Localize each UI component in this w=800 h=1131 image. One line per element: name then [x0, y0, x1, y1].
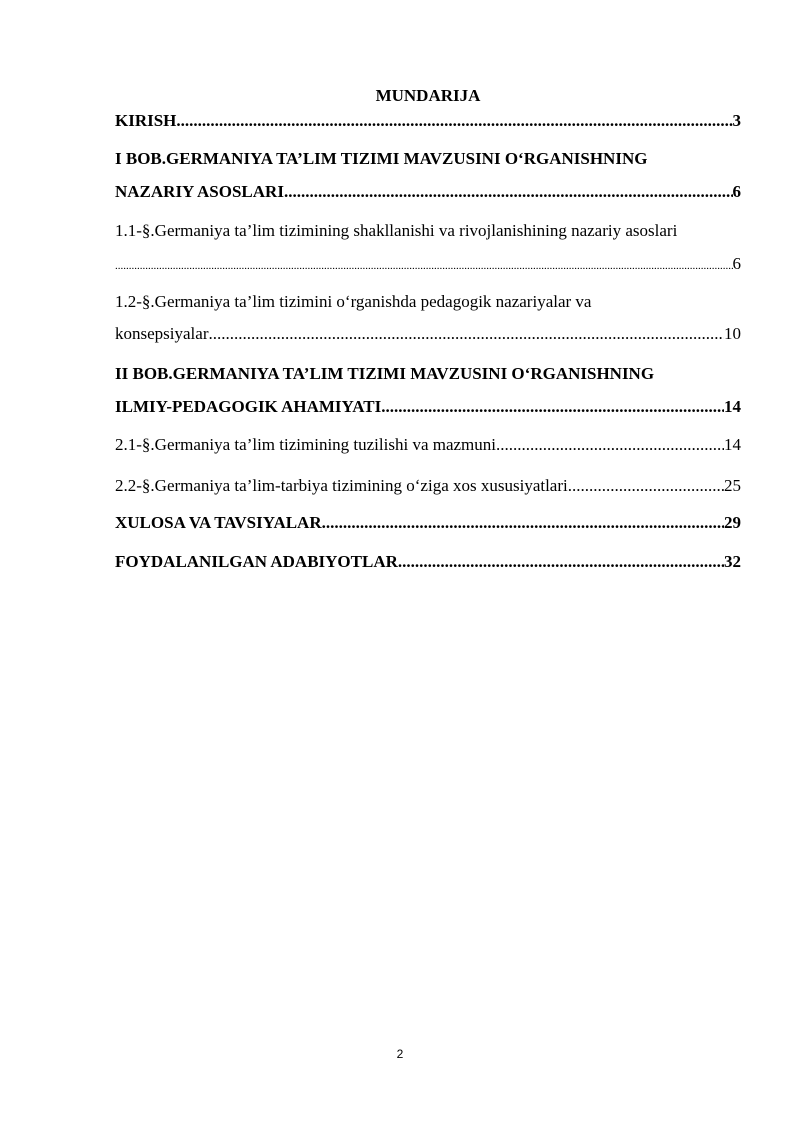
- dot-leader: [496, 434, 724, 456]
- dot-leader: [284, 181, 733, 203]
- toc-entry-text: 1.2-§.Germaniya ta’lim tizimini o‘rganishda pedagogik nazariyalar va: [115, 292, 592, 311]
- toc-entry-chapter-2-line1[interactable]: [115, 363, 741, 385]
- toc-entry-text: 2.2-§.Germaniya ta’lim-tarbiya tizimining o‘ziga xos xususiyatlari: [115, 476, 568, 495]
- toc-entry-page: 25: [724, 476, 741, 495]
- toc-entry-text: II BOB.GERMANIYA TA’LIM TIZIMI MAVZUSINI O‘RGANISHNING: [115, 364, 655, 383]
- toc-entry-text: 1.1-§.Germaniya ta’lim tizimining shakllanishi va rivojlanishining nazariy asoslari: [115, 221, 678, 240]
- toc-entry-section-2-2[interactable]: [115, 475, 741, 497]
- dot-leader: [322, 512, 724, 534]
- toc-entry-text: NAZARIY ASOSLARI: [115, 182, 284, 201]
- toc-entry-text: I BOB.GERMANIYA TA’LIM TIZIMI MAVZUSINI O‘RGANISHNING: [115, 149, 648, 168]
- toc-entry-chapter-2-line2[interactable]: [115, 396, 741, 418]
- toc-entry-section-1-1-line2[interactable]: [115, 253, 741, 275]
- dot-leader: [176, 110, 732, 132]
- dot-leader: [381, 396, 724, 418]
- toc-entry-text: FOYDALANILGAN ADABIYOTLAR: [115, 552, 398, 571]
- toc-entry-chapter-1-line1[interactable]: [115, 148, 741, 170]
- toc-entry-xulosa[interactable]: [115, 512, 741, 534]
- toc-entry-page: 10: [724, 324, 741, 343]
- toc-entry-section-1-1-line1[interactable]: [115, 220, 741, 242]
- dot-leader: [115, 253, 733, 277]
- toc-entry-text: ILMIY-PEDAGOGIK AHAMIYATI: [115, 397, 382, 416]
- toc-entry-kirish[interactable]: [115, 110, 741, 132]
- toc-entry-adabiyotlar[interactable]: [115, 551, 741, 573]
- toc-entry-page: 14: [724, 397, 741, 416]
- toc-entry-text: KIRISH: [115, 111, 177, 130]
- toc-entry-page: 29: [724, 513, 741, 532]
- dot-leader: [398, 551, 724, 573]
- toc-entry-section-2-1[interactable]: [115, 434, 741, 456]
- toc-entry-section-1-2-line2[interactable]: [115, 323, 741, 345]
- toc-entry-page: 32: [724, 552, 741, 571]
- toc-entry-page: 14: [724, 435, 741, 454]
- page-number-footer: 2: [396, 1047, 404, 1061]
- toc-title: MUNDARIJA: [375, 86, 481, 105]
- dot-leader: [568, 475, 724, 497]
- toc-entry-text: XULOSA VA TAVSIYALAR: [115, 513, 322, 532]
- dot-leader: [208, 323, 724, 345]
- toc-entry-chapter-1-line2[interactable]: [115, 181, 741, 203]
- toc-entry-page: 6: [732, 182, 741, 201]
- toc-entry-page: 6: [732, 254, 741, 273]
- toc-entry-section-1-2-line1[interactable]: [115, 291, 741, 313]
- toc-entry-text: 2.1-§.Germaniya ta’lim tizimining tuzilishi va mazmuni: [115, 435, 496, 454]
- toc-entry-page: 3: [732, 111, 741, 130]
- toc-entry-text: konsepsiyalar: [115, 324, 209, 343]
